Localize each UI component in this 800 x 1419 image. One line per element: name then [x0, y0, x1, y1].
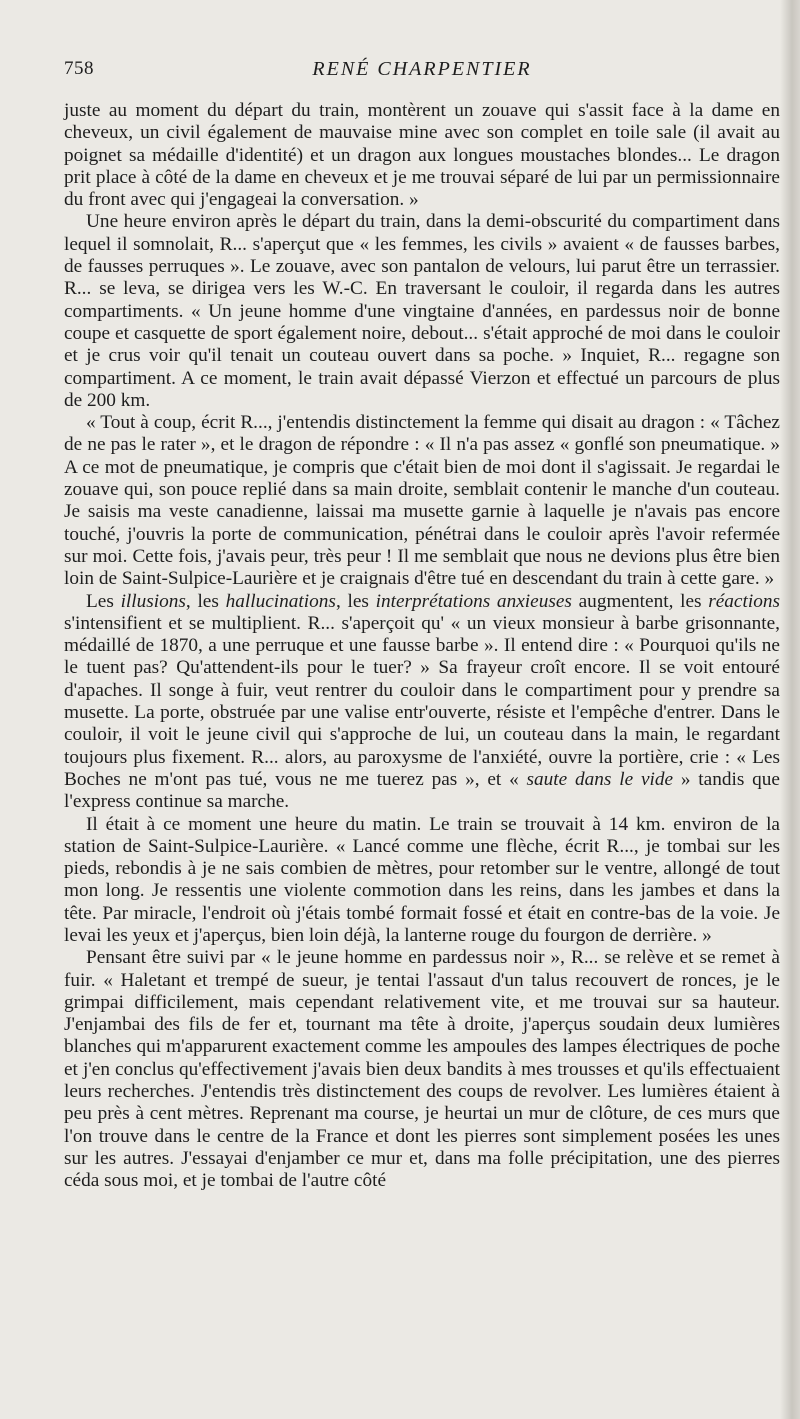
paragraph-4-tail: » tandis que l'express continue sa marche. — [64, 768, 780, 813]
page-number: 758 — [64, 58, 94, 79]
paragraph-4 — [64, 591, 780, 814]
paragraph-4-lead: Les — [86, 590, 121, 612]
paragraph-1: juste au moment du départ du train, montèrent un zouave qui s'assit face à la dame en cheveux, un civil également de mauvaise mine avec son complet en toile sale (il avait au poignet sa médaille d'identité) et un dragon aux longues moustaches blondes... Le dragon prit place à côté de la dame en cheveux et je me trouvai séparé de lui par un permissionnaire du front avec qui j'engageai la conversation. » — [64, 100, 780, 211]
paragraph-6: Pensant être suivi par « le jeune homme en pardessus noir », R... se relève et se remet à fuir. « Haletant et trempé de sueur, je tentai l'assaut d'un talus recouvert de ronces, je le grimpai difficilement, mais cependant relativement vite, et me trouvai sur sa hauteur. J'enjambai des fils de fer et, tournant ma tête à droite, j'aperçus soudain deux lumières blanches qui m'apparurent exactement comme les ampoules des lampes électriques de poche et j'en conclus qu'effectivement j'avais bien deux bandits à mes trousses et qu'ils effectuaient leurs recherches. J'entendis très distinctement des coups de revolver. Les lumières étaient à peu près à cent mètres. Reprenant ma course, je heurtai un mur de clôture, de ces murs que l'on trouve dans le centre de la France et dont les pierres sont simplement posées les unes sur les autres. J'essayai d'enjamber ce mur et, dans ma folle précipitation, une des pierres céda sous moi, et je tombai de l'autre côté — [64, 947, 780, 1192]
running-title: RENÉ CHARPENTIER — [312, 58, 532, 80]
paragraph-4-mid2: , les — [335, 590, 376, 612]
term-reactions: réactions — [708, 590, 780, 612]
page-edge-shadow — [780, 0, 800, 1419]
paragraph-4-mid4: s'intensifient et se multiplient. R... s'aperçoit qu' « un vieux monsieur à barbe grisonnante, médaillé de 1870, a une perruque et une fausse barbe ». Il entend dire : « Pourquoi qu'ils ne le tuent pas? Qu'attendent-ils pour le tuer? » Sa frayeur croît encore. Il se voit entouré d'apaches. Il songe à fuir, veut rentrer du couloir dans le compartiment pour y prendre sa musette. La porte, obstruée par une valise entr'ouverte, résiste et l'empêche d'entrer. Dans le couloir, il voit le jeune civil qui s'approche de lui, un couteau dans la main, le regardant toujours plus fixement. R... alors, au paroxysme de l'anxiété, ouvre la portière, crie : « Les Boches ne m'ont pas tué, vous ne me tuerez pas », et « — [64, 612, 780, 790]
paragraph-5: Il était à ce moment une heure du matin. Le train se trouvait à 14 km. environ de la station de Saint-Sulpice-Laurière. « Lancé comme une flèche, écrit R..., je tombai sur les pieds, rebondis à je ne sais combien de mètres, pour retomber sur le ventre, allongé de tout mon long. Je ressentis une violente commotion dans les reins, dans les jambes et dans la tête. Par miracle, l'endroit où j'étais tombé formait fossé et était en contre-bas de la voie. Je levai les yeux et j'aperçus, bien loin déjà, la lanterne rouge du fourgon de derrière. » — [64, 813, 780, 946]
page-header — [64, 58, 780, 94]
quote-saute-dans-le-vide: saute dans le vide — [526, 768, 674, 790]
term-illusions: illusions — [120, 590, 186, 612]
term-interpretations: interprétations anxieuses — [375, 590, 572, 612]
body-text — [64, 100, 780, 1193]
paragraph-4-mid1: , les — [185, 590, 226, 612]
paragraph-3: « Tout à coup, écrit R..., j'entendis distinctement la femme qui disait au dragon : « Tâchez de ne pas le rater », et le dragon de répondre : « Il n'a pas assez « gonflé son pneumatique. » A ce mot de pneumatique, je compris que c'était bien de moi dont il s'agissait. Je regardai le zouave qui, son pouce replié dans sa main droite, semblait contenir le manche d'un couteau. Je saisis ma veste canadienne, laissai ma musette garnie à laquelle je n'avais pas encore touché, j'ouvris la porte de communication, pénétrai dans le couloir après l'avoir refermée sur moi. Cette fois, j'avais peur, très peur ! Il me semblait que nous ne devions plus être bien loin de Saint-Sulpice-Laurière et je craignais d'être tué en descendant du train à cette gare. » — [64, 412, 780, 590]
paragraph-4-mid3: augmentent, les — [571, 590, 709, 612]
term-hallucinations: hallucinations — [225, 590, 336, 612]
paragraph-2: Une heure environ après le départ du train, dans la demi-obscurité du compartiment dans lequel il somnolait, R... s'aperçut que « les femmes, les civils » avaient « de fausses barbes, de fausses perruques ». Le zouave, avec son pantalon de velours, lui parut être un terrassier. R... se leva, se dirigea vers les W.-C. En traversant le couloir, il regarda dans les autres compartiments. « Un jeune homme d'une vingtaine d'années, en pardessus noir de bonne coupe et casquette de sport également noire, debout... s'était approché de moi dans le couloir et je crus voir qu'il tenait un couteau ouvert dans sa poche. » Inquiet, R... regagne son compartiment. A ce moment, le train avait dépassé Vierzon et effectué un parcours de plus de 200 km. — [64, 211, 780, 411]
